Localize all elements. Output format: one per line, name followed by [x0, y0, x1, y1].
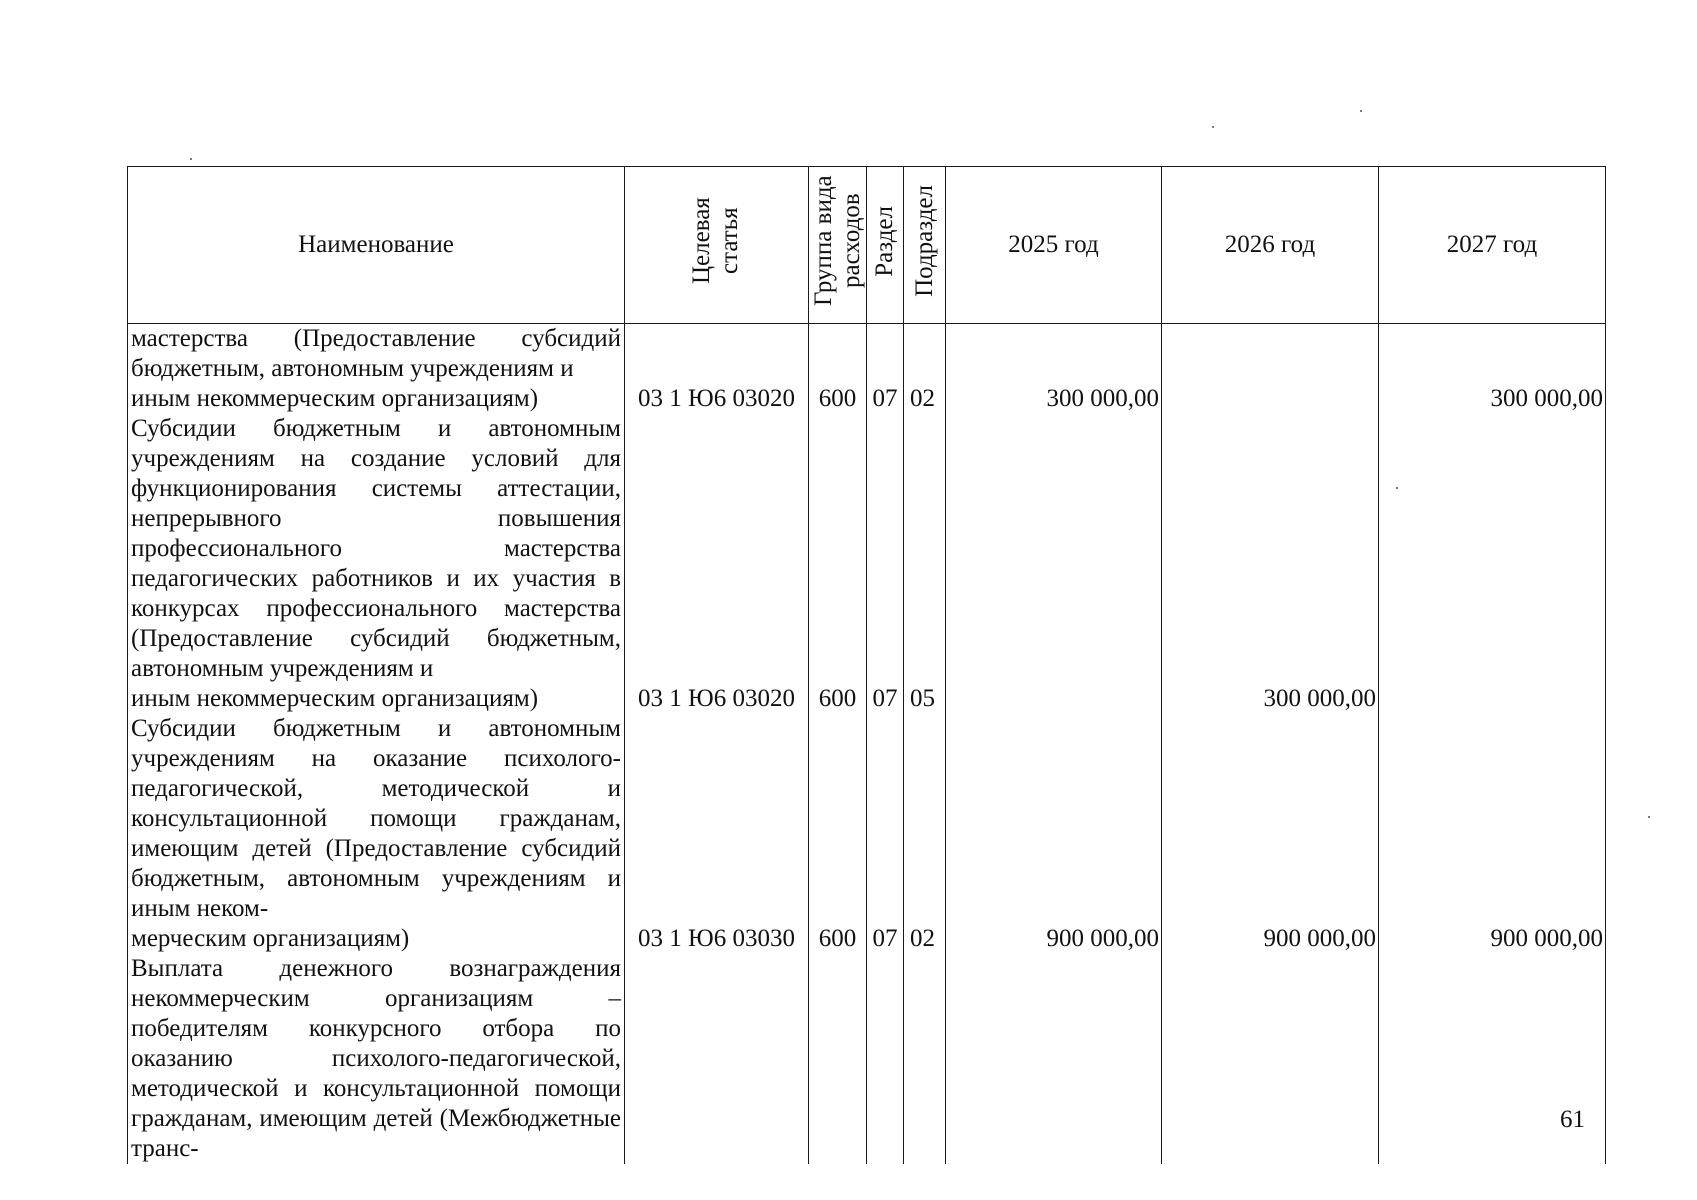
header-group — [809, 167, 867, 324]
row-subsection: 05 — [904, 414, 946, 714]
row-name-text: Субсидии бюджетным и автономным учреждениям на создание условий для функционирования системы аттестации, непрерывного повышения профессионального мастерства педагогических работников и их участия в конкурсах профессионального мастерства (Предоставление субсидий бюджетным, автономным учреждениям и — [131, 415, 621, 682]
row-name — [128, 324, 625, 415]
row-name-tail: иным некоммерческим организациям) — [131, 385, 539, 412]
row-name — [128, 414, 625, 714]
row-name-text: Выплата денежного вознаграждения некоммерческим организациям – победителям конкурсного отбора по оказанию психолого-педагогической, методической и консультационной помощи гражданам, имеющим детей (Межбюджетные транс- — [131, 955, 621, 1162]
row-section: 07 — [867, 414, 904, 714]
header-target — [625, 167, 809, 324]
budget-table — [127, 166, 1606, 1164]
row-subsection — [904, 954, 946, 1164]
row-name-text: Субсидии бюджетным и автономным учреждениям на оказание психолого-педагогической, методической и консультационной помощи гражданам, имеющим детей (Предоставление субсидий бюджетным, автономным учреждениям и иным неком- — [131, 715, 621, 922]
row-group — [809, 954, 867, 1164]
row-target: 03 1 Ю6 03020 — [625, 414, 809, 714]
header-2026: 2026 год — [1162, 167, 1379, 324]
row-name — [128, 954, 625, 1164]
row-2026 — [1162, 954, 1379, 1164]
row-2027: 300 000,00 — [1379, 324, 1606, 415]
row-name-text: мастерства (Предоставление субсидий бюджетным, автономным учреждениям и — [131, 325, 621, 382]
row-2026 — [1162, 324, 1379, 415]
scan-speck — [190, 158, 192, 160]
table-row — [128, 324, 1606, 415]
table-row — [128, 954, 1606, 1164]
row-target — [625, 954, 809, 1164]
table-row — [128, 414, 1606, 714]
header-section-label: Раздел — [871, 205, 898, 277]
header-subsection — [904, 167, 946, 324]
row-group: 600 — [809, 714, 867, 954]
header-group-label: Группа вида расходов — [809, 175, 865, 307]
row-section: 07 — [867, 324, 904, 415]
scan-speck — [1212, 126, 1214, 128]
header-subsection-label: Подраздел — [910, 185, 938, 297]
row-2026: 300 000,00 — [1162, 414, 1379, 714]
row-subsection: 02 — [904, 324, 946, 415]
table-row — [128, 714, 1606, 954]
page-number: 61 — [1560, 1106, 1585, 1133]
row-group: 600 — [809, 414, 867, 714]
row-2025 — [946, 954, 1162, 1164]
row-2025: 300 000,00 — [946, 324, 1162, 415]
header-2025: 2025 год — [946, 167, 1162, 324]
header-section — [867, 167, 904, 324]
row-section — [867, 954, 904, 1164]
row-2025: 900 000,00 — [946, 714, 1162, 954]
scan-speck — [1648, 816, 1650, 818]
row-2027 — [1379, 414, 1606, 714]
row-name-tail: иным некоммерческим организациям) — [131, 685, 539, 712]
row-name — [128, 714, 625, 954]
row-target: 03 1 Ю6 03030 — [625, 714, 809, 954]
row-target: 03 1 Ю6 03020 — [625, 324, 809, 415]
row-group: 600 — [809, 324, 867, 415]
header-2027: 2027 год — [1379, 167, 1606, 324]
header-row — [128, 167, 1606, 324]
row-2026: 900 000,00 — [1162, 714, 1379, 954]
row-2025 — [946, 414, 1162, 714]
row-2027: 900 000,00 — [1379, 714, 1606, 954]
header-target-label: Целевая статья — [687, 197, 743, 285]
row-section: 07 — [867, 714, 904, 954]
row-subsection: 02 — [904, 714, 946, 954]
row-name-tail: мерческим организациям) — [131, 925, 410, 952]
scan-speck — [1360, 110, 1362, 112]
header-name: Наименование — [128, 167, 625, 324]
